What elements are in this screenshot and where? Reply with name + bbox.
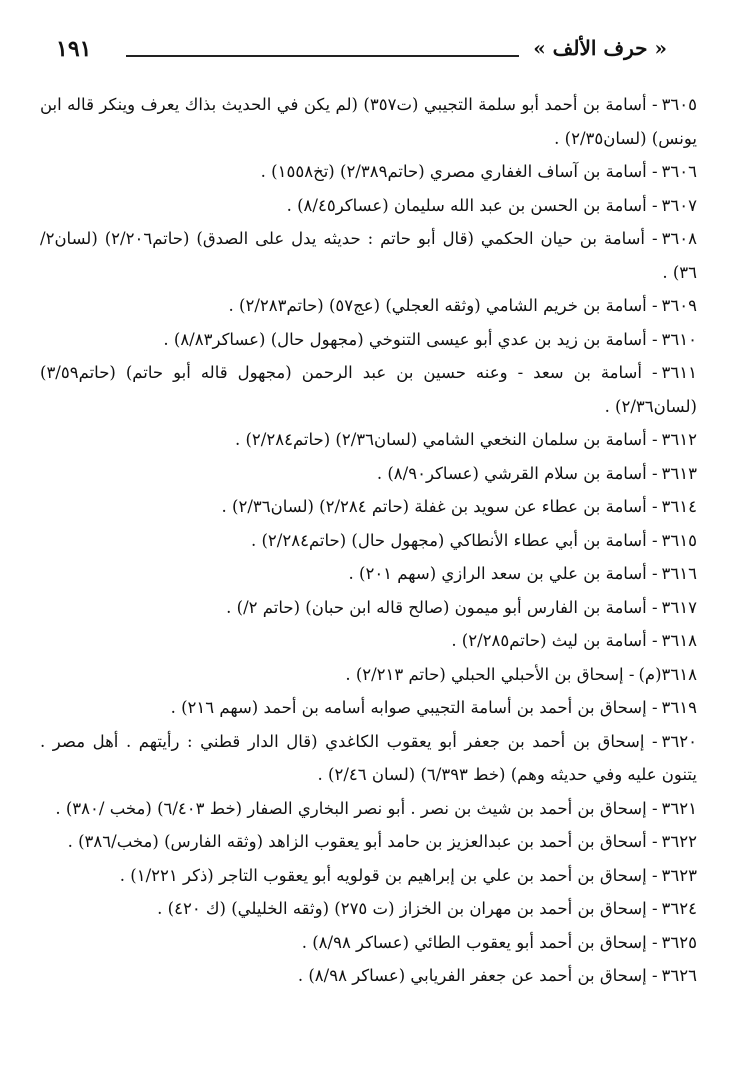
entry-3611 — [40, 356, 697, 423]
entry-number: ٣٦١٥ — [661, 530, 697, 550]
entry-number: ٣٦٠٦ — [661, 162, 697, 181]
entry-number: ٣٦٢٦ — [661, 966, 697, 985]
header-rule — [126, 55, 519, 57]
entry-3610 — [40, 323, 697, 357]
entry-number: ٣٦١١ — [661, 363, 697, 382]
entry-3621 — [40, 792, 697, 826]
entry-number: ٣٦٢٤ — [661, 899, 697, 918]
entry-number: ٣٦٠٥ — [661, 95, 698, 114]
entry-text: - أسامة بن الحسن بن عبد الله سليمان (عساكر٨/٤٥) . — [286, 195, 658, 215]
entry-number: ٣٦١٨(م) — [638, 664, 697, 684]
entry-number: ٣٦١٢ — [661, 430, 697, 449]
entry-text: - إسحاق بن أحمد أبو يعقوب الطائي (عساكر ٨/٩٨) . — [301, 932, 658, 952]
entry-list — [40, 88, 697, 993]
entry-3620 — [40, 725, 697, 792]
entry-3618 — [40, 624, 697, 658]
entry-3607 — [40, 189, 697, 223]
entry-text: - إسحاق بن الأحبلي الحبلي (حاتم ٢/٢١٣) . — [345, 664, 635, 684]
entry-3616 — [40, 557, 697, 591]
entry-3618m — [40, 658, 697, 692]
entry-text: - أسحاق بن أحمد بن عبدالعزيز بن حامد أبو يعقوب الزاهد (وثقه الفارس) (مخب/٣٨٦) . — [67, 832, 658, 851]
entry-3609 — [40, 289, 697, 323]
entry-3605 — [40, 88, 697, 155]
entry-3615 — [40, 524, 697, 558]
entry-text: - أسامة بن سلمان النخعي الشامي (لسان٢/٣٦) (حاتم٢/٢٨٤) . — [234, 430, 658, 449]
entry-3612 — [40, 423, 697, 457]
entry-number: ٣٦١٣ — [661, 463, 697, 483]
entry-text: - إسحاق بن أحمد عن جعفر الفريابي (عساكر ٨/٩٨) . — [297, 966, 658, 985]
entry-3619 — [40, 691, 697, 725]
entry-number: ٣٦١٨ — [661, 631, 697, 650]
entry-3606 — [40, 155, 697, 189]
entry-number: ٣٦١٩ — [661, 698, 697, 717]
entry-text: - أسامة بن عطاء عن سويد بن غفلة (حاتم ٢/٢٨٤) (لسان٢/٣٦) . — [221, 497, 658, 516]
entry-3608 — [40, 222, 697, 289]
running-title: « حرف الألف » — [533, 36, 667, 60]
entry-3625 — [40, 926, 697, 960]
entry-text: - أسامة بن سلام القرشي (عساكر٨/٩٠) . — [376, 463, 658, 483]
entry-text: - أسامة بن حيان الحكمي (قال أبو حاتم : حديثه يدل على الصدق) (حاتم٢/٢٠٦) (لسان٢/ ٣٦) . — [40, 229, 697, 282]
entry-number: ٣٦٠٨ — [661, 229, 698, 248]
entry-text: - أسامة بن خريم الشامي (وثقه العجلي) (عج٥٧) (حاتم٢/٢٨٣) . — [228, 296, 658, 315]
entry-number: ٣٦٢٣ — [661, 865, 697, 885]
entry-text: - إسحاق بن أحمد بن علي بن إبراهيم بن قولويه أبو يعقوب التاجر (ذكر ١/٢٢١) . — [119, 865, 658, 885]
entry-text: - إسحاق بن أحمد بن شيث بن نصر . أبو نصر البخاري الصفار (خط ٦/٤٠٣) (مخب /٣٨٠) . — [55, 798, 658, 818]
entry-text: - أسامة بن زيد بن عدي أبو عيسى التنوخي (مجهول حال) (عساكر٨/٨٣) . — [163, 329, 658, 349]
entry-number: ٣٦١٤ — [661, 497, 697, 516]
entry-3614 — [40, 490, 697, 524]
entry-text: - أسامة بن سعد - وعنه حسين بن عبد الرحمن (مجهول قاله أبو حاتم) (حاتم٣/٥٩) (لسان٢/٣٦) . — [40, 363, 697, 416]
entry-text: - أسامة بن علي بن سعد الرازي (سهم ٢٠١) . — [348, 564, 658, 583]
entry-3626 — [40, 959, 697, 993]
entry-number: ٣٦٢٢ — [661, 832, 697, 851]
entry-number: ٣٦١٦ — [661, 564, 697, 583]
entry-text: - أسامة بن الفارس أبو ميمون (صالح قاله ابن حبان) (حاتم ٢/) . — [226, 597, 658, 617]
page-header — [56, 36, 667, 76]
entry-text: - إسحاق بن أحمد بن مهران بن الخزاز (ت ٢٧٥) (وثقه الخليلي) (ك ٤٢٠) . — [157, 899, 658, 918]
entry-3624 — [40, 892, 697, 926]
entry-3623 — [40, 859, 697, 893]
entry-3617 — [40, 591, 697, 625]
entry-number: ٣٦٢١ — [661, 798, 697, 818]
entry-text: - أسامة بن ليث (حاتم٢/٢٨٥) . — [451, 631, 658, 650]
entry-text: - أسامة بن آساف الغفاري مصري (حاتم٢/٣٨٩) (تخ١٥٥٨) . — [260, 162, 658, 181]
page-number: ١٩١ — [56, 36, 92, 62]
entry-number: ٣٦١٧ — [661, 597, 697, 617]
entry-3613 — [40, 457, 697, 491]
entry-number: ٣٦٢٥ — [661, 932, 697, 952]
entry-3622 — [40, 825, 697, 859]
entry-text: - أسامة بن أبي عطاء الأنطاكي (مجهول حال) (حاتم٢/٢٨٤) . — [250, 530, 658, 550]
entry-number: ٣٦١٠ — [661, 329, 697, 349]
entry-number: ٣٦٢٠ — [661, 731, 697, 751]
entry-text: - أسامة بن أحمد أبو سلمة التجيبي (ت٣٥٧) (لم يكن في الحديث بذاك يعرف وينكر قاله ابن يونس) (لسان٢/٣٥) . — [40, 95, 697, 148]
entry-number: ٣٦٠٧ — [661, 195, 697, 215]
entry-text: - إسحاق بن أحمد بن جعفر أبو يعقوب الكاغدي (قال الدار قطني : رأيتهم . أهل مصر . يتنون عليه وفي حديثه وهم) (خط ٦/٣٩٣) (لسان ٢/٤٦) . — [40, 731, 697, 784]
entry-text: - إسحاق بن أحمد بن أسامة التجيبي صوابه أسامه بن أحمد (سهم ٢١٦) . — [170, 698, 658, 717]
entry-number: ٣٦٠٩ — [661, 296, 697, 315]
